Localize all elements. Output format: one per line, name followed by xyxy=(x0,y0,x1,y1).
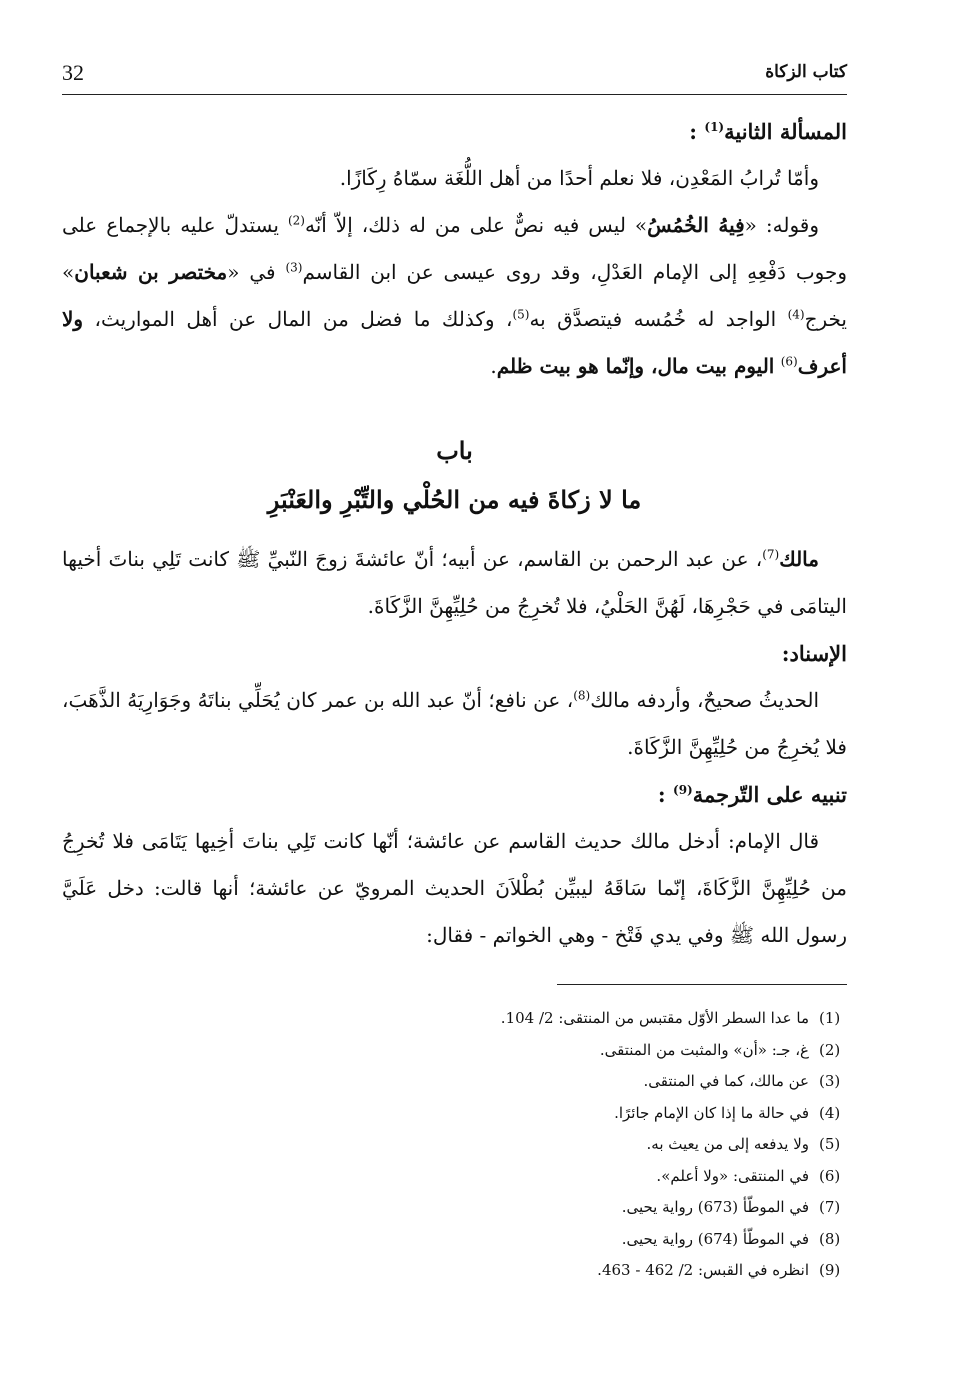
footnote-ref: (5) xyxy=(512,307,530,322)
footnote-item: (8) في الموطّأ (674) رواية يحيى. xyxy=(621,1229,841,1248)
chapter-label: باب xyxy=(436,436,473,465)
page-header xyxy=(62,58,847,95)
tanbih-paragraph: قال الإمام: أدخل مالك حديث القاسم عن عائشة؛ أنّها كانت تَلِي بناتَ أخِيها يَتَامَى فلا تُخرِجُ من حُلِيِّهِنَّ الزَّكَاةَ، إنّما سَاقَهُ ليبيِّن بُطْلاَنَ الحديث المرويّ عن عائشة؛ أنها قالت: دخل عَلَيَّ رسول الله ﷺ وفي يدي فَتْخ - وهي الخواتم - فقال: xyxy=(62,829,847,947)
footnotes xyxy=(62,1003,847,1287)
isnad-paragraph: الحديثُ صحيحٌ، وأردفه مالك$^{(8)}$، عن نافع؛ أنّ عبد الله بن عمر كان يُحَلِّي بناتَهُ وجَوَارِيَهُ الذَّهَبَ، فلا يُخرِجُ من حُلِيِّهِنَّ الزَّكَاةَ. xyxy=(62,688,847,759)
footnote-item: (6) في المنتقى: «ولا أعلم». xyxy=(656,1166,841,1185)
footnote-ref: (9) xyxy=(673,783,693,797)
main-text xyxy=(62,108,847,959)
page-number: 32 xyxy=(62,60,84,85)
running-title: كتاب الزكاة xyxy=(765,62,847,82)
footnote-ref: (3) xyxy=(285,260,303,275)
footnote-item: (2) غ، جـ: «أن» والمثبت من المنتقى. xyxy=(599,1040,841,1059)
footnote-item: (3) عن مالك، كما في المنتقى. xyxy=(643,1072,841,1090)
footnote-item: (4) في حالة ما إذا كان الإمام جائرًا. xyxy=(614,1103,841,1122)
section-heading: المسألة الثانية$^{(1)}$ : xyxy=(689,119,847,144)
footnote-ref: (1) xyxy=(704,120,725,134)
footnote-item: (1) ما عدا السطر الأوّل مقتبس من المنتقى: 2/ 104. xyxy=(500,1009,841,1027)
footnote-ref: (4) xyxy=(787,307,805,322)
footnote-ref: (7) xyxy=(762,547,780,562)
hadith-paragraph: مالك$^{(7)}$، عن عبد الرحمن بن القاسم، عن أبيه؛ أنّ عائشةَ زوجَ النّبيِّ ﷺ كانت تَلِي بناتَ أخيها اليتامَى في حَجْرِهَا، لَهُنَّ الحَلْيُ، فلا تُخرِجُ من حُلِيِّهِنَّ الزَّكَاةَ. xyxy=(62,547,847,618)
tanbih-heading: تنبيه على التّرجمة$^{(9)}$ : xyxy=(657,782,847,807)
footnote-item: (9) انظره في القبس: 2/ 462 - 463. xyxy=(597,1261,841,1279)
footnote-divider xyxy=(557,984,847,985)
paragraph: وأمّا تُرابُ المَعْدِن، فلا نعلم أحدًا من أهل اللُّغَة سمّاهُ رِكَازًا. xyxy=(339,166,819,190)
footnote-item: (5) ولا يدفعه إلى من يعيث به. xyxy=(646,1135,841,1153)
footnote-ref: (8) xyxy=(573,688,591,703)
chapter-heading: ما لا زكاةَ فيه من الحُلْي والتِّبْرِ والعَنْبَرِ xyxy=(267,485,642,514)
footnote-item: (7) في الموطّأ (673) رواية يحيى. xyxy=(621,1198,841,1216)
paragraph: وقوله: «فِيهُ الخُمُسُ» ليس فيه نصٌّ على من له ذلك، إلاّ أنّه$^{(2)}$ يستدلّ عليه بالإجماع على وجوب دَفْعِهِ إلى الإمام العَدْلِ، وقد روى عيسى عن ابن القاسم$^{(3)}$ في «مختصر بن شعبان» يخرج$^{(4)}$ الواجد له خُمُسه فيتصدَّق به$^{(5)}$، وكذلك ما فضل من المال عن أهل المواريث، ولا أعرف$^{(6)}$ اليوم بيت مال، وإنّما هو بيت ظلم. xyxy=(62,213,847,378)
isnad-heading: الإسناد: xyxy=(781,641,847,666)
footnote-ref: (6) xyxy=(780,354,798,369)
chapter-title xyxy=(62,426,847,524)
footnote-ref: (2) xyxy=(287,213,305,228)
